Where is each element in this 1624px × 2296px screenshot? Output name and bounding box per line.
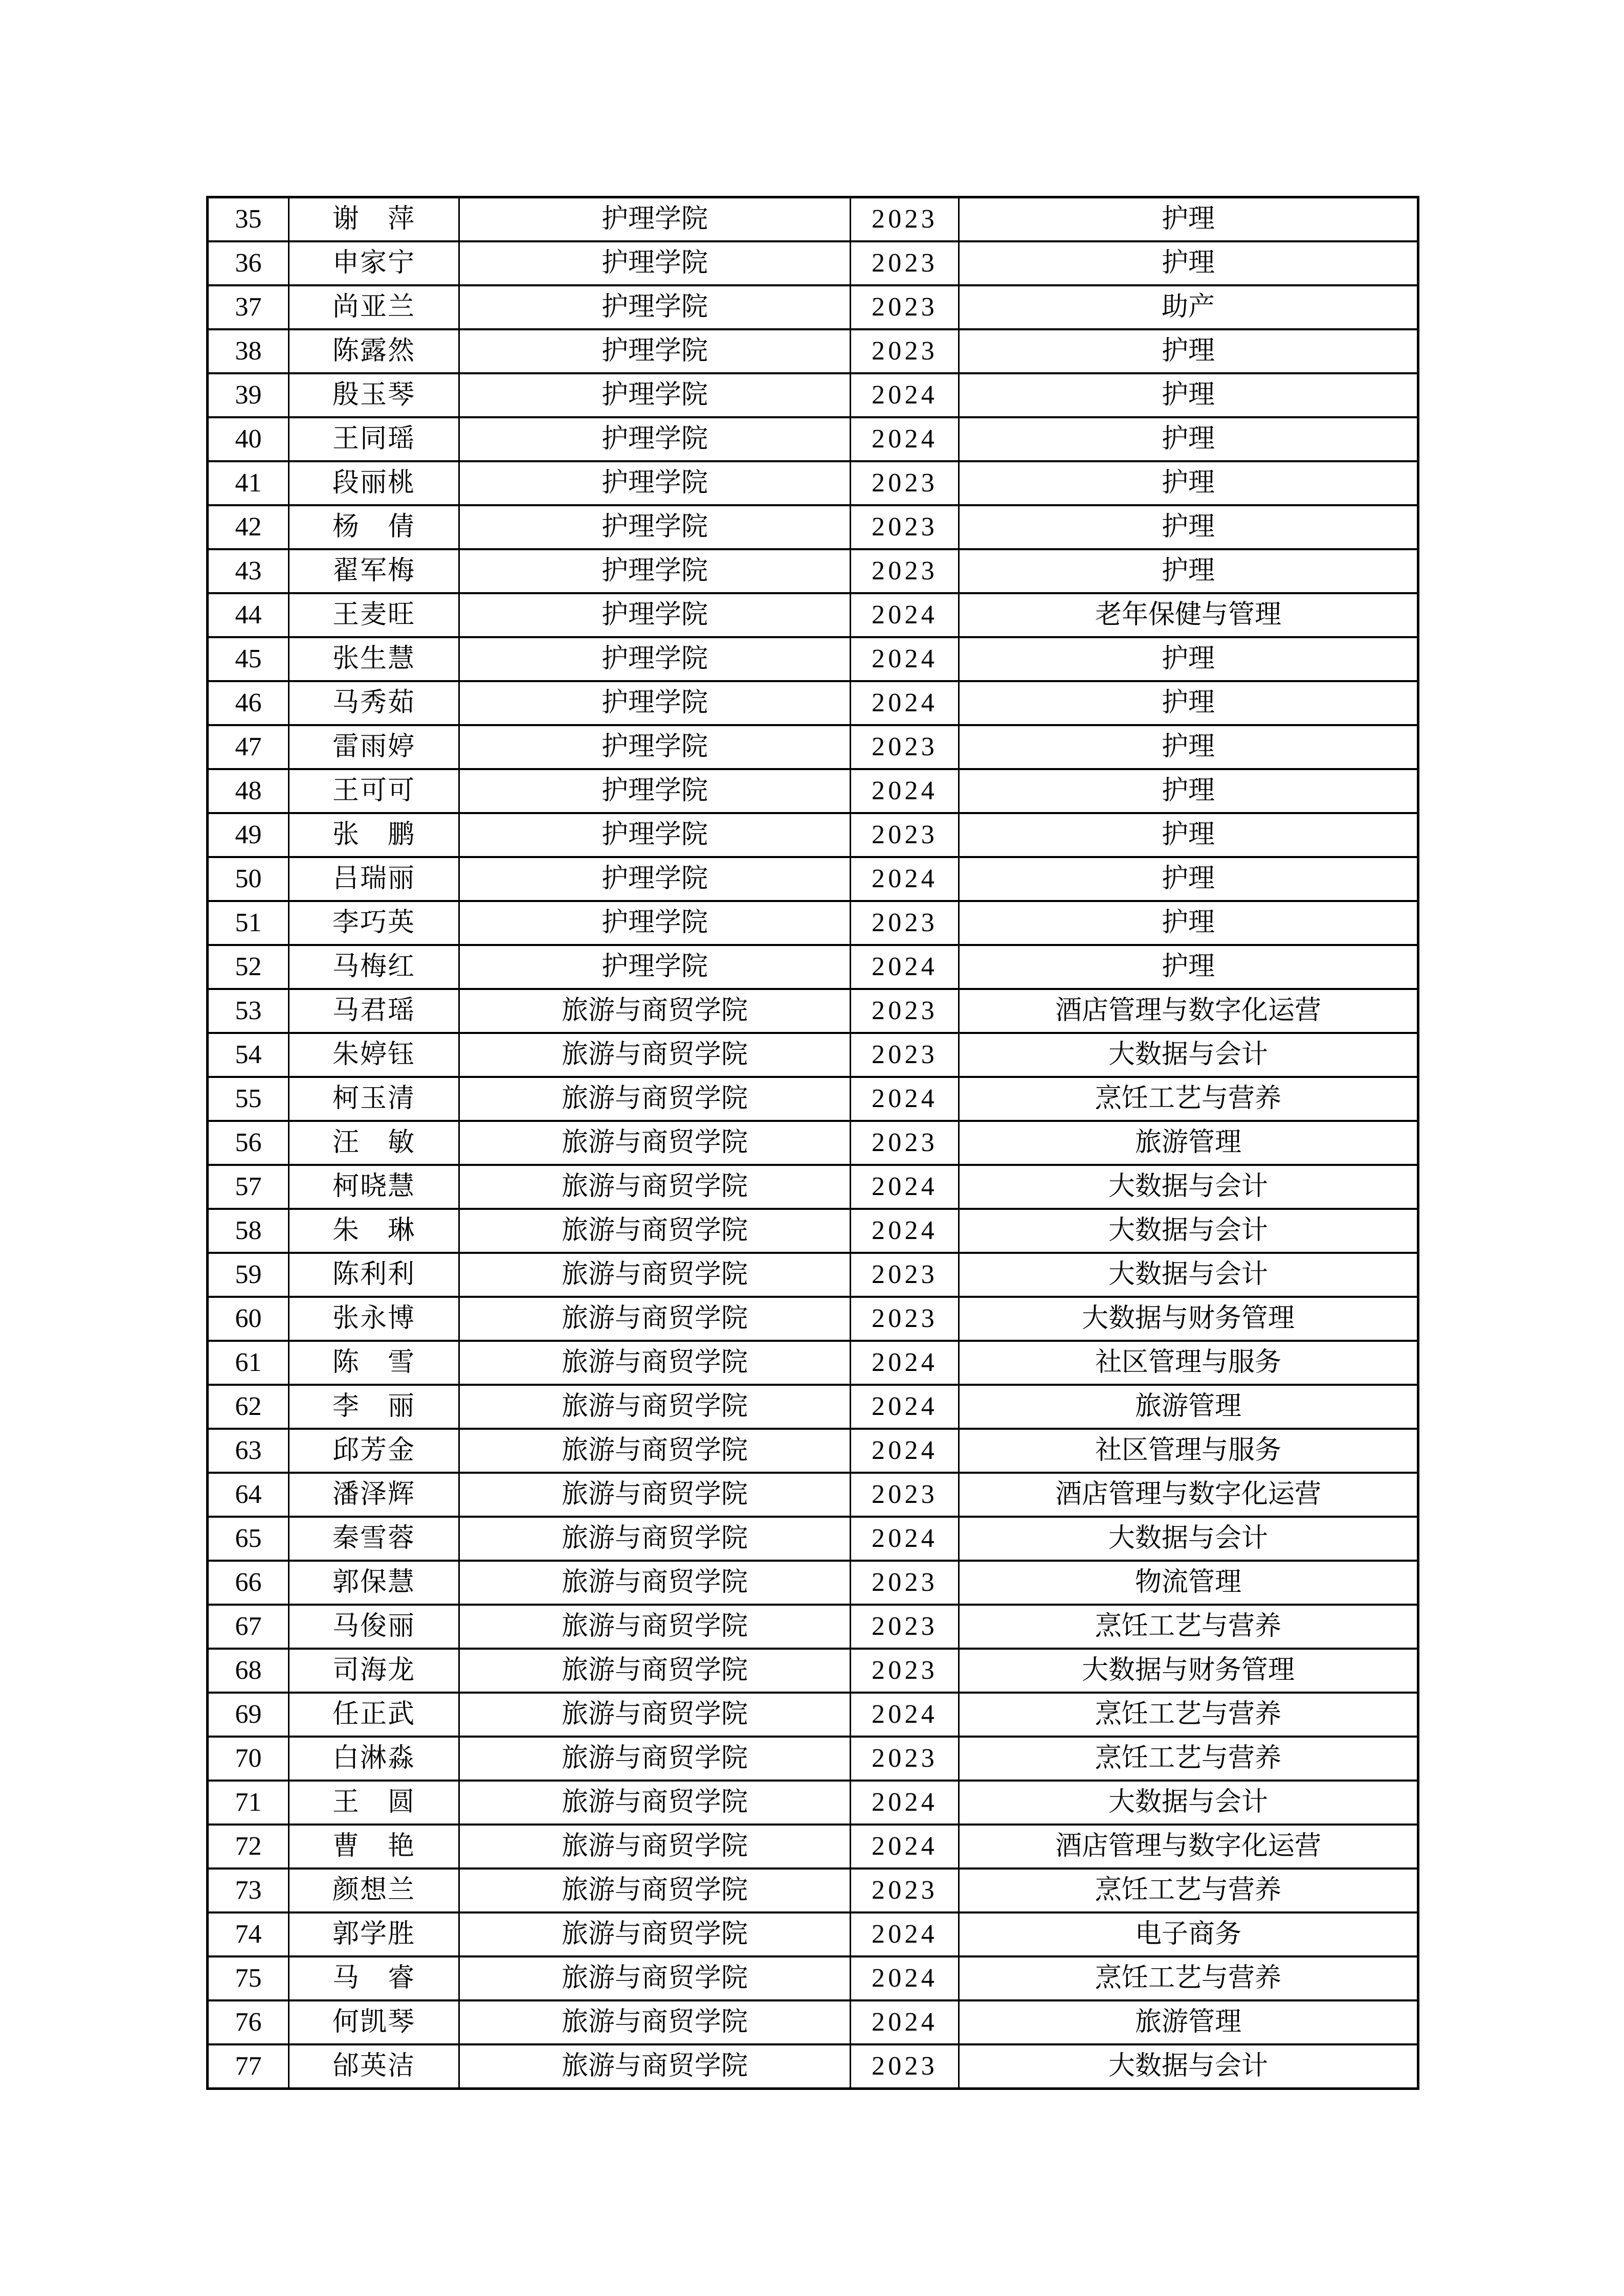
cell-index: 73 <box>208 1869 289 1912</box>
cell-index: 46 <box>208 681 289 725</box>
cell-year: 2024 <box>851 945 959 989</box>
cell-name: 翟军梅 <box>289 549 459 593</box>
table-row <box>208 373 1418 417</box>
cell-college: 旅游与商贸学院 <box>459 1561 851 1605</box>
cell-year: 2023 <box>851 1033 959 1077</box>
cell-name: 郭学胜 <box>289 1912 459 1956</box>
cell-year: 2024 <box>851 1912 959 1956</box>
cell-college: 护理学院 <box>459 637 851 681</box>
cell-year: 2024 <box>851 373 959 417</box>
cell-year: 2024 <box>851 1956 959 2000</box>
cell-college: 护理学院 <box>459 901 851 945</box>
cell-index: 45 <box>208 637 289 681</box>
cell-year: 2023 <box>851 197 959 242</box>
cell-year: 2024 <box>851 637 959 681</box>
cell-index: 69 <box>208 1693 289 1737</box>
cell-index: 35 <box>208 197 289 242</box>
cell-college: 护理学院 <box>459 857 851 901</box>
cell-index: 63 <box>208 1429 289 1473</box>
student-roster-body <box>208 197 1418 2089</box>
cell-college: 护理学院 <box>459 725 851 769</box>
cell-name: 邱芳金 <box>289 1429 459 1473</box>
cell-college: 旅游与商贸学院 <box>459 1825 851 1869</box>
table-row <box>208 461 1418 505</box>
cell-name: 柯晓慧 <box>289 1165 459 1209</box>
cell-major: 烹饪工艺与营养 <box>959 1605 1418 1649</box>
cell-year: 2024 <box>851 2000 959 2044</box>
cell-major: 旅游管理 <box>959 1121 1418 1165</box>
cell-college: 旅游与商贸学院 <box>459 1121 851 1165</box>
cell-name: 白淋淼 <box>289 1737 459 1781</box>
cell-index: 36 <box>208 241 289 285</box>
cell-index: 61 <box>208 1341 289 1385</box>
cell-index: 74 <box>208 1912 289 1956</box>
cell-major: 护理 <box>959 461 1418 505</box>
cell-name: 司海龙 <box>289 1649 459 1693</box>
cell-major: 社区管理与服务 <box>959 1341 1418 1385</box>
cell-major: 烹饪工艺与营养 <box>959 1956 1418 2000</box>
cell-college: 护理学院 <box>459 461 851 505</box>
cell-major: 护理 <box>959 769 1418 813</box>
cell-name: 柯玉清 <box>289 1077 459 1121</box>
cell-name: 汪 敏 <box>289 1121 459 1165</box>
cell-major: 旅游管理 <box>959 2000 1418 2044</box>
table-row <box>208 945 1418 989</box>
cell-college: 旅游与商贸学院 <box>459 2000 851 2044</box>
cell-name: 陈露然 <box>289 329 459 373</box>
cell-college: 旅游与商贸学院 <box>459 1781 851 1825</box>
table-row <box>208 417 1418 461</box>
cell-index: 40 <box>208 417 289 461</box>
cell-college: 旅游与商贸学院 <box>459 2044 851 2089</box>
cell-major: 社区管理与服务 <box>959 1429 1418 1473</box>
cell-index: 53 <box>208 989 289 1033</box>
cell-index: 48 <box>208 769 289 813</box>
cell-name: 马俊丽 <box>289 1605 459 1649</box>
cell-name: 马秀茹 <box>289 681 459 725</box>
cell-name: 陈利利 <box>289 1253 459 1297</box>
cell-major: 护理 <box>959 549 1418 593</box>
cell-year: 2024 <box>851 681 959 725</box>
cell-index: 38 <box>208 329 289 373</box>
cell-major: 护理 <box>959 241 1418 285</box>
cell-name: 何凯琴 <box>289 2000 459 2044</box>
cell-name: 张生慧 <box>289 637 459 681</box>
cell-name: 马梅红 <box>289 945 459 989</box>
cell-index: 43 <box>208 549 289 593</box>
cell-college: 旅游与商贸学院 <box>459 1869 851 1912</box>
cell-major: 大数据与财务管理 <box>959 1297 1418 1341</box>
cell-major: 酒店管理与数字化运营 <box>959 989 1418 1033</box>
cell-year: 2024 <box>851 1209 959 1253</box>
cell-major: 护理 <box>959 197 1418 242</box>
table-row <box>208 1869 1418 1912</box>
table-row <box>208 329 1418 373</box>
cell-college: 旅游与商贸学院 <box>459 1912 851 1956</box>
cell-major: 大数据与会计 <box>959 1033 1418 1077</box>
table-row <box>208 241 1418 285</box>
cell-year: 2023 <box>851 505 959 549</box>
table-row <box>208 1605 1418 1649</box>
cell-major: 老年保健与管理 <box>959 593 1418 637</box>
cell-name: 段丽桃 <box>289 461 459 505</box>
table-row <box>208 1781 1418 1825</box>
table-row <box>208 1737 1418 1781</box>
cell-year: 2023 <box>851 549 959 593</box>
cell-year: 2023 <box>851 901 959 945</box>
cell-name: 邰英洁 <box>289 2044 459 2089</box>
cell-index: 39 <box>208 373 289 417</box>
cell-major: 物流管理 <box>959 1561 1418 1605</box>
cell-major: 烹饪工艺与营养 <box>959 1737 1418 1781</box>
cell-major: 护理 <box>959 373 1418 417</box>
cell-major: 酒店管理与数字化运营 <box>959 1473 1418 1517</box>
cell-name: 殷玉琴 <box>289 373 459 417</box>
cell-year: 2023 <box>851 1473 959 1517</box>
cell-index: 59 <box>208 1253 289 1297</box>
cell-major: 护理 <box>959 857 1418 901</box>
table-row <box>208 813 1418 857</box>
cell-major: 大数据与会计 <box>959 1253 1418 1297</box>
cell-major: 护理 <box>959 637 1418 681</box>
cell-college: 护理学院 <box>459 197 851 242</box>
cell-year: 2024 <box>851 1385 959 1429</box>
table-row <box>208 1517 1418 1561</box>
cell-major: 护理 <box>959 681 1418 725</box>
cell-major: 助产 <box>959 285 1418 329</box>
cell-college: 旅游与商贸学院 <box>459 1693 851 1737</box>
table-row <box>208 1121 1418 1165</box>
cell-major: 护理 <box>959 813 1418 857</box>
table-row <box>208 769 1418 813</box>
cell-year: 2023 <box>851 1561 959 1605</box>
cell-name: 王同瑶 <box>289 417 459 461</box>
cell-college: 旅游与商贸学院 <box>459 1517 851 1561</box>
cell-year: 2023 <box>851 461 959 505</box>
cell-college: 旅游与商贸学院 <box>459 1033 851 1077</box>
cell-college: 护理学院 <box>459 813 851 857</box>
cell-name: 雷雨婷 <box>289 725 459 769</box>
cell-year: 2023 <box>851 1869 959 1912</box>
cell-index: 65 <box>208 1517 289 1561</box>
cell-major: 大数据与会计 <box>959 1517 1418 1561</box>
cell-major: 大数据与会计 <box>959 1781 1418 1825</box>
cell-major: 大数据与会计 <box>959 2044 1418 2089</box>
cell-college: 旅游与商贸学院 <box>459 1297 851 1341</box>
table-row <box>208 725 1418 769</box>
cell-college: 护理学院 <box>459 593 851 637</box>
cell-name: 曹 艳 <box>289 1825 459 1869</box>
cell-name: 吕瑞丽 <box>289 857 459 901</box>
cell-name: 谢 萍 <box>289 197 459 242</box>
cell-college: 护理学院 <box>459 373 851 417</box>
cell-college: 旅游与商贸学院 <box>459 1956 851 2000</box>
table-row <box>208 1693 1418 1737</box>
cell-index: 71 <box>208 1781 289 1825</box>
cell-year: 2024 <box>851 1693 959 1737</box>
cell-name: 颜想兰 <box>289 1869 459 1912</box>
cell-index: 76 <box>208 2000 289 2044</box>
cell-index: 60 <box>208 1297 289 1341</box>
table-row <box>208 197 1418 242</box>
cell-name: 王可可 <box>289 769 459 813</box>
cell-index: 52 <box>208 945 289 989</box>
cell-year: 2023 <box>851 1297 959 1341</box>
cell-index: 68 <box>208 1649 289 1693</box>
cell-year: 2023 <box>851 241 959 285</box>
cell-index: 47 <box>208 725 289 769</box>
table-row <box>208 1209 1418 1253</box>
cell-college: 护理学院 <box>459 241 851 285</box>
cell-name: 王麦旺 <box>289 593 459 637</box>
cell-year: 2023 <box>851 329 959 373</box>
cell-college: 旅游与商贸学院 <box>459 1649 851 1693</box>
cell-index: 50 <box>208 857 289 901</box>
cell-major: 护理 <box>959 901 1418 945</box>
table-row <box>208 681 1418 725</box>
cell-index: 62 <box>208 1385 289 1429</box>
cell-index: 70 <box>208 1737 289 1781</box>
table-row <box>208 901 1418 945</box>
cell-index: 56 <box>208 1121 289 1165</box>
cell-college: 旅游与商贸学院 <box>459 1385 851 1429</box>
cell-college: 护理学院 <box>459 681 851 725</box>
cell-college: 旅游与商贸学院 <box>459 1737 851 1781</box>
cell-college: 护理学院 <box>459 417 851 461</box>
cell-year: 2024 <box>851 1825 959 1869</box>
cell-college: 旅游与商贸学院 <box>459 1429 851 1473</box>
cell-year: 2023 <box>851 285 959 329</box>
cell-year: 2023 <box>851 989 959 1033</box>
cell-year: 2024 <box>851 857 959 901</box>
cell-index: 66 <box>208 1561 289 1605</box>
cell-year: 2024 <box>851 1341 959 1385</box>
cell-year: 2024 <box>851 593 959 637</box>
table-row <box>208 1077 1418 1121</box>
cell-college: 护理学院 <box>459 329 851 373</box>
cell-year: 2023 <box>851 1605 959 1649</box>
cell-name: 任正武 <box>289 1693 459 1737</box>
cell-college: 旅游与商贸学院 <box>459 1341 851 1385</box>
table-row <box>208 1429 1418 1473</box>
cell-year: 2024 <box>851 1517 959 1561</box>
cell-year: 2023 <box>851 1649 959 1693</box>
cell-index: 77 <box>208 2044 289 2089</box>
student-roster-table <box>206 196 1419 2090</box>
cell-year: 2023 <box>851 1121 959 1165</box>
cell-name: 尚亚兰 <box>289 285 459 329</box>
cell-major: 烹饪工艺与营养 <box>959 1869 1418 1912</box>
cell-major: 护理 <box>959 417 1418 461</box>
cell-year: 2023 <box>851 2044 959 2089</box>
cell-college: 护理学院 <box>459 505 851 549</box>
table-row <box>208 989 1418 1033</box>
cell-index: 54 <box>208 1033 289 1077</box>
cell-major: 酒店管理与数字化运营 <box>959 1825 1418 1869</box>
table-row <box>208 549 1418 593</box>
cell-major: 护理 <box>959 329 1418 373</box>
cell-college: 旅游与商贸学院 <box>459 1209 851 1253</box>
cell-college: 旅游与商贸学院 <box>459 1605 851 1649</box>
table-row <box>208 2044 1418 2089</box>
cell-name: 郭保慧 <box>289 1561 459 1605</box>
cell-major: 护理 <box>959 725 1418 769</box>
cell-college: 护理学院 <box>459 285 851 329</box>
cell-year: 2023 <box>851 725 959 769</box>
cell-index: 57 <box>208 1165 289 1209</box>
cell-index: 37 <box>208 285 289 329</box>
cell-major: 电子商务 <box>959 1912 1418 1956</box>
cell-major: 旅游管理 <box>959 1385 1418 1429</box>
cell-college: 旅游与商贸学院 <box>459 1077 851 1121</box>
cell-name: 潘泽辉 <box>289 1473 459 1517</box>
cell-year: 2023 <box>851 813 959 857</box>
table-row <box>208 1825 1418 1869</box>
cell-index: 51 <box>208 901 289 945</box>
cell-major: 大数据与会计 <box>959 1165 1418 1209</box>
cell-year: 2024 <box>851 1077 959 1121</box>
cell-name: 朱 琳 <box>289 1209 459 1253</box>
cell-college: 旅游与商贸学院 <box>459 1473 851 1517</box>
cell-index: 41 <box>208 461 289 505</box>
table-row <box>208 1561 1418 1605</box>
cell-major: 烹饪工艺与营养 <box>959 1693 1418 1737</box>
cell-index: 72 <box>208 1825 289 1869</box>
cell-name: 张 鹏 <box>289 813 459 857</box>
cell-college: 旅游与商贸学院 <box>459 989 851 1033</box>
cell-year: 2024 <box>851 1781 959 1825</box>
cell-major: 护理 <box>959 945 1418 989</box>
cell-name: 李巧英 <box>289 901 459 945</box>
table-row <box>208 1033 1418 1077</box>
cell-name: 陈 雪 <box>289 1341 459 1385</box>
table-row <box>208 1649 1418 1693</box>
table-row <box>208 857 1418 901</box>
cell-year: 2024 <box>851 1429 959 1473</box>
cell-year: 2024 <box>851 769 959 813</box>
cell-name: 李 丽 <box>289 1385 459 1429</box>
cell-college: 旅游与商贸学院 <box>459 1253 851 1297</box>
table-row <box>208 1165 1418 1209</box>
cell-index: 42 <box>208 505 289 549</box>
cell-year: 2024 <box>851 1165 959 1209</box>
table-row <box>208 1297 1418 1341</box>
table-row <box>208 1253 1418 1297</box>
cell-college: 护理学院 <box>459 769 851 813</box>
cell-college: 护理学院 <box>459 549 851 593</box>
table-row <box>208 1385 1418 1429</box>
table-row <box>208 2000 1418 2044</box>
cell-name: 王 圆 <box>289 1781 459 1825</box>
table-row <box>208 1912 1418 1956</box>
cell-index: 75 <box>208 1956 289 2000</box>
cell-year: 2023 <box>851 1737 959 1781</box>
table-row <box>208 637 1418 681</box>
cell-name: 秦雪蓉 <box>289 1517 459 1561</box>
table-row <box>208 285 1418 329</box>
cell-year: 2023 <box>851 1253 959 1297</box>
cell-index: 64 <box>208 1473 289 1517</box>
cell-name: 申家宁 <box>289 241 459 285</box>
cell-name: 杨 倩 <box>289 505 459 549</box>
cell-index: 44 <box>208 593 289 637</box>
table-row <box>208 1341 1418 1385</box>
table-row <box>208 593 1418 637</box>
cell-name: 马君瑶 <box>289 989 459 1033</box>
cell-index: 49 <box>208 813 289 857</box>
cell-index: 67 <box>208 1605 289 1649</box>
cell-major: 护理 <box>959 505 1418 549</box>
cell-index: 58 <box>208 1209 289 1253</box>
cell-name: 朱婷钰 <box>289 1033 459 1077</box>
table-row <box>208 1956 1418 2000</box>
cell-major: 大数据与会计 <box>959 1209 1418 1253</box>
cell-major: 大数据与财务管理 <box>959 1649 1418 1693</box>
cell-college: 护理学院 <box>459 945 851 989</box>
cell-name: 张永博 <box>289 1297 459 1341</box>
cell-name: 马 睿 <box>289 1956 459 2000</box>
cell-college: 旅游与商贸学院 <box>459 1165 851 1209</box>
cell-year: 2024 <box>851 417 959 461</box>
cell-major: 烹饪工艺与营养 <box>959 1077 1418 1121</box>
cell-index: 55 <box>208 1077 289 1121</box>
table-row <box>208 1473 1418 1517</box>
table-row <box>208 505 1418 549</box>
